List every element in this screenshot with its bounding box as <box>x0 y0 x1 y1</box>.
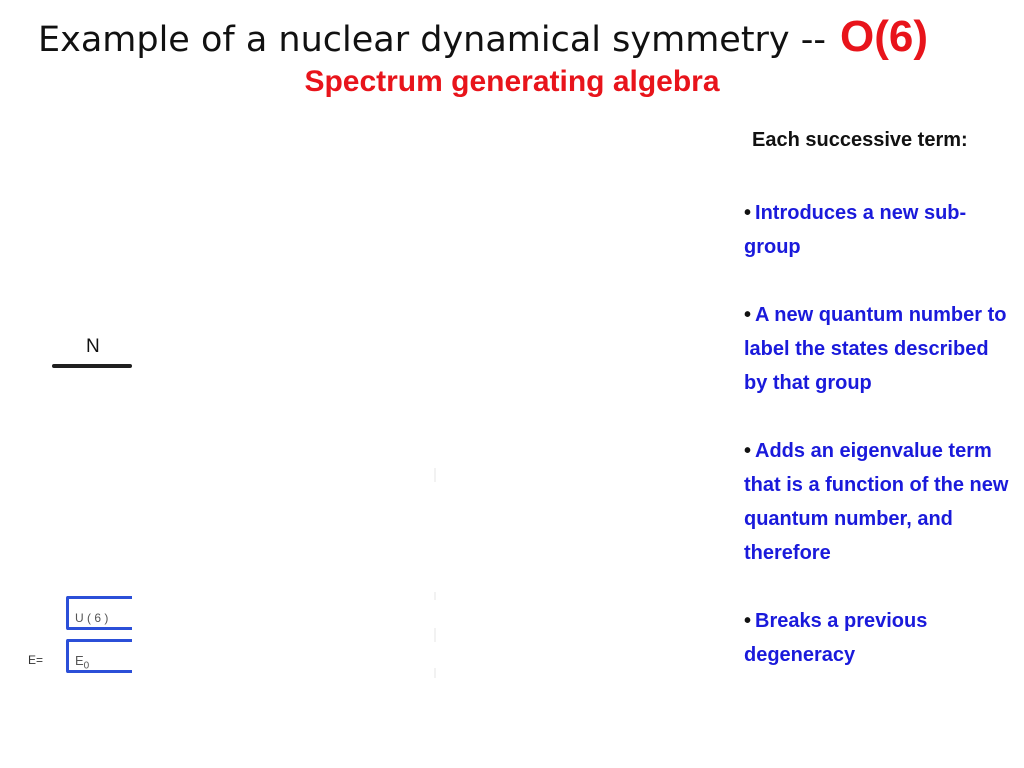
title-accent: O(6) <box>840 12 929 61</box>
slide-subtitle: Spectrum generating algebra <box>304 65 720 98</box>
u6-label: U ( 6 ) <box>75 611 109 625</box>
diagram-crop-edge <box>132 330 152 690</box>
title-text: Example of a nuclear dynamical symmetry -- <box>38 20 827 60</box>
faint-mark <box>434 628 436 642</box>
bullet-text: A new quantum number to label the states described by that group <box>744 304 1007 394</box>
e0-subscript: 0 <box>83 660 90 672</box>
faint-mark <box>434 668 436 678</box>
e0-letter: E <box>75 653 84 668</box>
bullet-dot-icon: • <box>744 202 752 224</box>
bullet-item <box>744 196 1016 264</box>
energy-equals-label: E= <box>28 653 44 667</box>
sidebar-heading: Each successive term: <box>752 129 968 151</box>
bullet-text: Introduces a new sub-group <box>744 202 967 258</box>
faint-mark <box>434 468 436 482</box>
bullet-item <box>744 604 1016 672</box>
bullet-text: Adds an eigenvalue term that is a function of the new quantum number, and therefore <box>744 440 1009 564</box>
sidebar-bullet-list <box>744 196 1016 706</box>
energy-level-line <box>52 364 132 368</box>
faint-mark <box>434 592 436 600</box>
bullet-dot-icon: • <box>744 440 752 462</box>
bullet-text: Breaks a previous degeneracy <box>744 610 928 666</box>
level-label-n: N <box>86 336 100 357</box>
bullet-item <box>744 298 1016 400</box>
e0-label <box>75 653 89 672</box>
slide-title <box>38 12 1018 62</box>
bullet-dot-icon: • <box>744 304 752 326</box>
bullet-item <box>744 434 1016 570</box>
bullet-dot-icon: • <box>744 610 752 632</box>
